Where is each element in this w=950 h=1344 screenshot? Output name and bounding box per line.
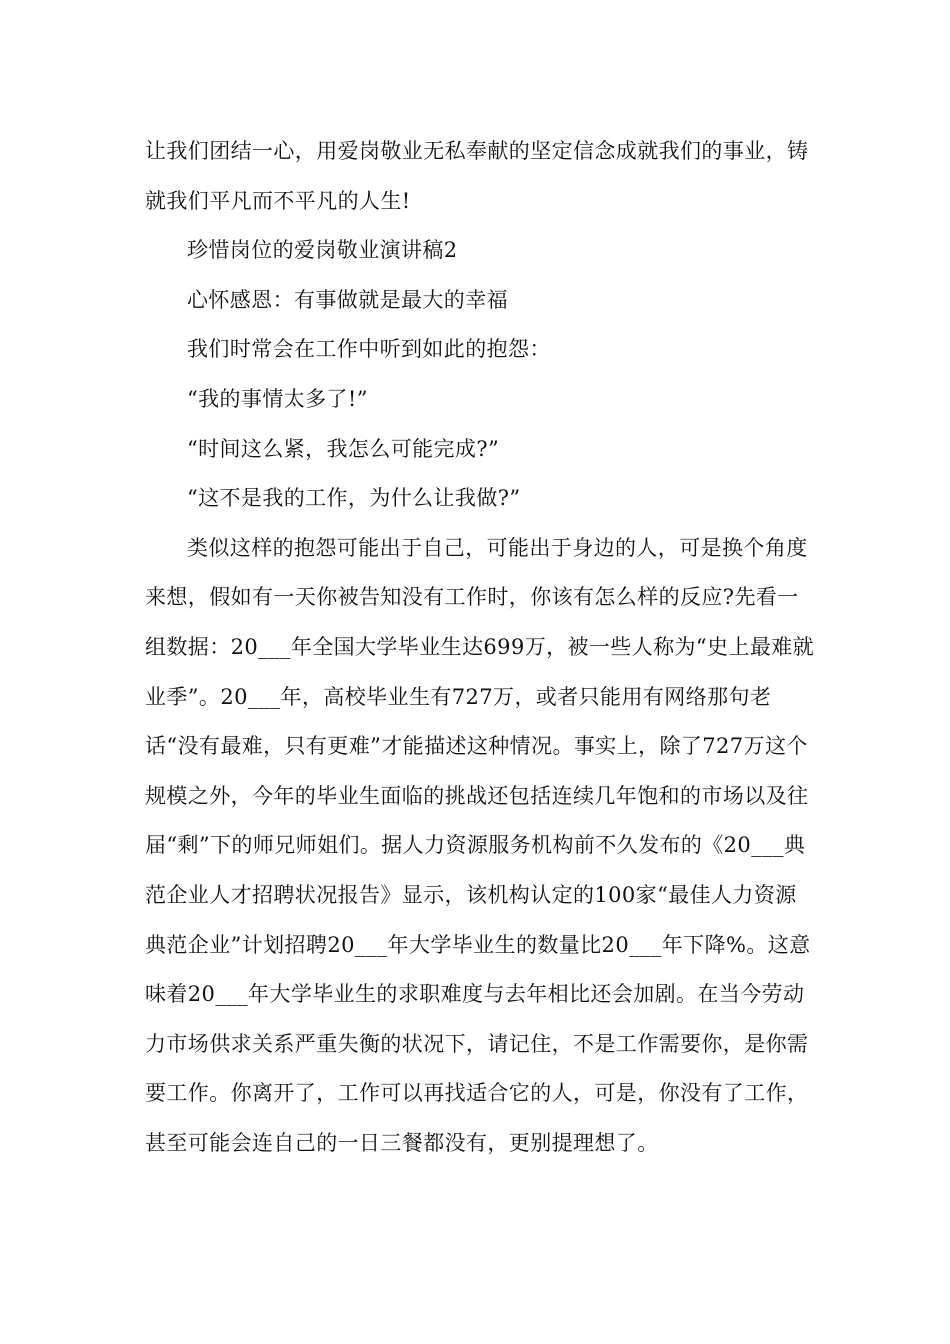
- paragraph-intro: 我们时常会在工作中听到如此的抱怨：: [187, 337, 551, 362]
- document-body: [145, 127, 815, 1168]
- section-title: 珍惜岗位的爱岗敬业演讲稿2: [187, 238, 458, 263]
- quote-line: “时间这么紧，我怎么可能完成?”: [187, 436, 500, 461]
- quote-line: “我的事情太多了!”: [187, 386, 368, 411]
- paragraph-closing: 让我们团结一心，用爱岗敬业无私奉献的坚定信念成就我们的事业，铸就我们平凡而不平凡的人生!: [145, 139, 809, 213]
- section-subtitle: 心怀感恩：有事做就是最大的幸福: [187, 287, 508, 312]
- quote-line: “这不是我的工作，为什么让我做?”: [187, 486, 521, 511]
- paragraph-body: 类似这样的抱怨可能出于自己，可能出于身边的人，可是换个角度来想，假如有一天你被告知没有工作时，你该有怎么样的反应?先看一组数据：20___年全国大学毕业生达699万，被一些人称为“史上最难就业季”。20___年，高校毕业生有727万，或者只能用有网络那句老话“没有最难，只有更难”才能描述这种情况。事实上，除了727万这个规模之外，今年的毕业生面临的挑战还包括连续几年饱和的市场以及往届“剩”下的师兄师姐们。据人力资源服务机构前不久发布的《20___典范企业人才招聘状况报告》显示，该机构认定的100家“最佳人力资源典范企业”计划招聘20___年大学毕业生的数量比20___年下降%。这意味着20___年大学毕业生的求职难度与去年相比还会加剧。在当今劳动力市场供求关系严重失衡的状况下，请记住，不是工作需要你，是你需要工作。你离开了，工作可以再找适合它的人，可是，你没有了工作，甚至可能会连自己的一日三餐都没有，更别提理想了。: [145, 535, 815, 1155]
